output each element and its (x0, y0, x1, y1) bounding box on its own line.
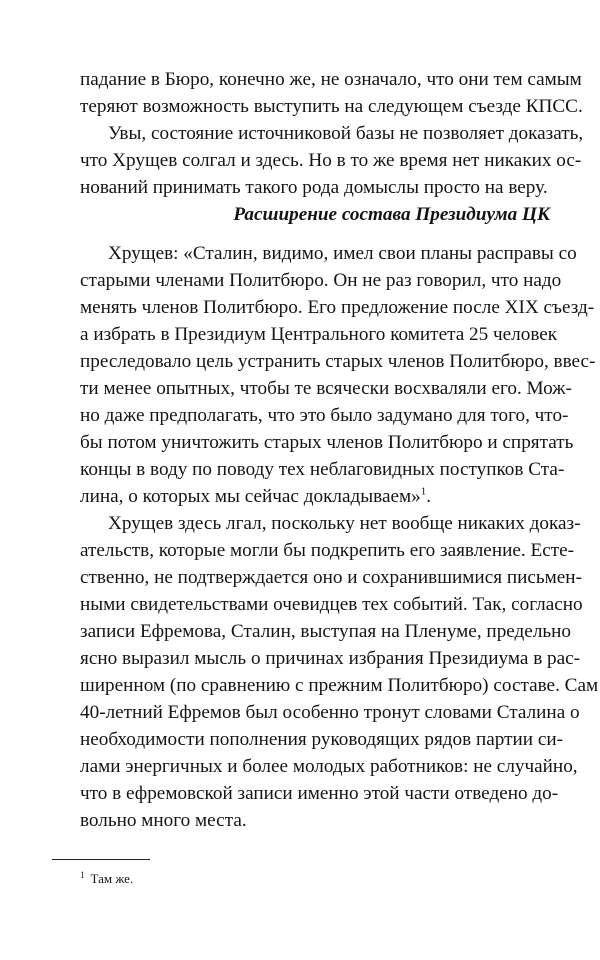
text-line: но даже предполагать, что это было задумано для того, что- (80, 405, 569, 426)
paragraph-1 (80, 66, 583, 120)
paragraph-4 (80, 510, 599, 834)
paragraph-3 (80, 240, 596, 510)
text-line: ственно, не подтверждается оно и сохранившимися письмен- (80, 567, 582, 588)
text-line: лина, о которых мы сейчас докладываем» (80, 486, 421, 507)
paragraph-2 (80, 120, 584, 201)
text-line: старыми членами Политбюро. Он не раз говорил, что надо (80, 270, 562, 291)
footnote-reference[interactable]: 1 (420, 485, 427, 498)
text-line: лами энергичных и более молодых работников: не случайно, (80, 756, 578, 777)
footnote-number: 1 (80, 869, 85, 880)
footnote (80, 870, 133, 888)
text-line: ясно выразил мысль о причинах избрания Президиума в рас- (80, 648, 581, 669)
section-heading: Расширение состава Президиума ЦК (233, 204, 550, 225)
text-line: нований принимать такого рода домыслы просто на веру. (80, 177, 548, 198)
main-text-block (80, 240, 599, 834)
text-line: записи Ефремова, Сталин, выступая на Пленуме, предельно (80, 621, 572, 642)
top-text-block (80, 66, 584, 201)
footnote-text: Там же. (90, 871, 134, 886)
text-line: вольно много места. (80, 810, 247, 831)
text-line: концы в воду по поводу тех неблаговидных поступков Ста- (80, 459, 565, 480)
text-line: ширенном (по сравнению с прежним Политбюро) составе. Сам (80, 675, 599, 696)
text-line: а избрать в Президиум Центрального комитета 25 человек (80, 324, 558, 345)
text-line: падание в Бюро, конечно же, не означало, что они тем самым (80, 69, 582, 90)
text-line: что в ефремовской записи именно этой части отведено до- (80, 783, 559, 804)
text-line: что Хрущев солгал и здесь. Но в то же время нет никаких ос- (80, 150, 582, 171)
text-line: менять членов Политбюро. Его предложение после XIX съезд- (80, 297, 595, 318)
text-line: 40-летний Ефремов был особенно тронут словами Сталина о (80, 702, 580, 723)
text-line-with-footnote (80, 483, 550, 510)
text-line: Хрущев: «Сталин, видимо, имел свои планы расправы со (108, 243, 577, 264)
text-line: бы потом уничтожить старых членов Политбюро и спрятать (80, 432, 574, 453)
footnote-divider (52, 859, 150, 860)
text-line: ными свидетельствами очевидцев тех событий. Так, согласно (80, 594, 583, 615)
text-line: преследовало цель устранить старых членов Политбюро, ввес- (80, 351, 596, 372)
sentence-end: . (426, 486, 432, 507)
text-line: ти менее опытных, чтобы те всячески восхваляли его. Мож- (80, 378, 572, 399)
text-line: Увы, состояние источниковой базы не позволяет доказать, (108, 123, 584, 144)
text-line: ательств, которые могли бы подкрепить его заявление. Есте- (80, 540, 575, 561)
text-line: теряют возможность выступить на следующем съезде КПСС. (80, 96, 583, 117)
text-line: Хрущев здесь лгал, поскольку нет вообще никаких доказ- (108, 513, 581, 534)
text-line: необходимости пополнения руководящих рядов партии си- (80, 729, 564, 750)
